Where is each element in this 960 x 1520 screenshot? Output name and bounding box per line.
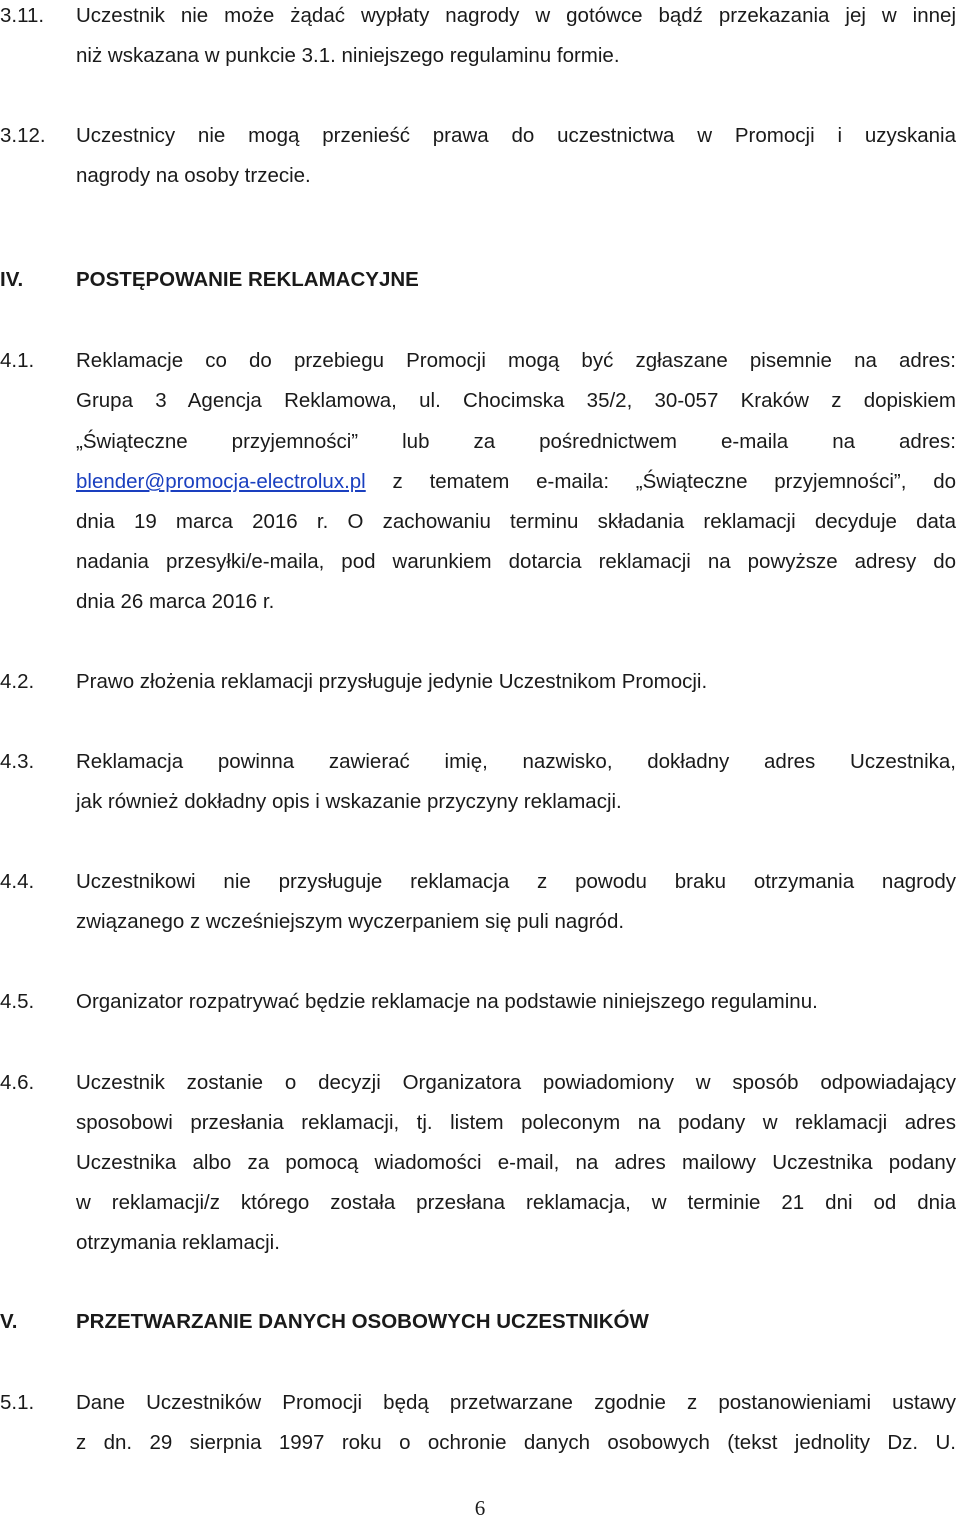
clause-text-line: z dn. 29 sierpnia 1997 roku o ochronie danych osobowych (tekst jednolity Dz. U. — [76, 1431, 956, 1454]
clause-text-line: Uczestnicy nie mogą przenieść prawa do uczestnictwa w Promocji i uzyskania — [76, 124, 956, 147]
clause-text-line: Grupa 3 Agencja Reklamowa, ul. Chocimska 35/2, 30-057 Kraków z dopiskiem — [76, 389, 956, 412]
clause-number: 4.1. — [0, 349, 35, 372]
clause-text-line: Prawo złożenia reklamacji przysługuje jedynie Uczestnikom Promocji. — [76, 670, 708, 693]
email-link[interactable]: blender@promocja-electrolux.pl — [76, 470, 366, 493]
section-number: V. — [0, 1310, 18, 1333]
clause-text-line: Uczestnik zostanie o decyzji Organizatora powiadomiony w sposób odpowiadający — [76, 1071, 956, 1094]
clause-number: 4.2. — [0, 670, 35, 693]
clause-text-line: nagrody na osoby trzecie. — [76, 164, 311, 187]
clause-text-line: niż wskazana w punkcie 3.1. niniejszego regulaminu formie. — [76, 44, 620, 67]
section-title: POSTĘPOWANIE REKLAMACYJNE — [76, 268, 419, 291]
clause-text-line: Uczestnikowi nie przysługuje reklamacja z powodu braku otrzymania nagrody — [76, 870, 956, 893]
clause-text-line: dnia 26 marca 2016 r. — [76, 590, 275, 613]
clause-number: 4.5. — [0, 990, 35, 1013]
clause-text-line: Organizator rozpatrywać będzie reklamacje na podstawie niniejszego regulaminu. — [76, 990, 818, 1013]
clause-text-line: jak również dokładny opis i wskazanie przyczyny reklamacji. — [76, 790, 622, 813]
clause-text-line: Reklamacje co do przebiegu Promocji mogą być zgłaszane pisemnie na adres: — [76, 349, 956, 372]
section-title: PRZETWARZANIE DANYCH OSOBOWYCH UCZESTNIKÓW — [76, 1310, 649, 1333]
clause-text-line: nadania przesyłki/e-maila, pod warunkiem dotarcia reklamacji na powyższe adresy do — [76, 550, 956, 573]
clause-text-line: Uczestnika albo za pomocą wiadomości e-mail, na adres mailowy Uczestnika podany — [76, 1151, 956, 1174]
clause-text-line: w reklamacji/z którego została przesłana reklamacja, w terminie 21 dni od dnia — [76, 1191, 956, 1214]
clause-number: 3.11. — [0, 4, 45, 27]
clause-text-line: Reklamacja powinna zawierać imię, nazwisko, dokładny adres Uczestnika, — [76, 750, 956, 773]
clause-text-line: związanego z wcześniejszym wyczerpaniem się puli nagród. — [76, 910, 625, 933]
clause-number: 4.6. — [0, 1071, 35, 1094]
clause-number: 5.1. — [0, 1391, 35, 1414]
clause-text-line: sposobowi przesłania reklamacji, tj. listem poleconym na podany w reklamacji adres — [76, 1111, 956, 1134]
clause-text-line: dnia 19 marca 2016 r. O zachowaniu terminu składania reklamacji decyduje data — [76, 510, 956, 533]
clause-text-line: otrzymania reklamacji. — [76, 1231, 280, 1254]
clause-text-fragment: z tematem e-maila: „Świąteczne przyjemności”, do — [365, 470, 956, 493]
clause-text-line: Dane Uczestników Promocji będą przetwarzane zgodnie z postanowieniami ustawy — [76, 1391, 956, 1414]
clause-text-line: „Świąteczne przyjemności” lub za pośrednictwem e-maila na adres: — [76, 430, 956, 453]
clause-number: 4.3. — [0, 750, 35, 773]
clause-number: 4.4. — [0, 870, 35, 893]
section-number: IV. — [0, 268, 24, 291]
clause-text-line: Uczestnik nie może żądać wypłaty nagrody w gotówce bądź przekazania jej w innej — [76, 4, 956, 27]
clause-text-line — [76, 470, 956, 494]
page-number: 6 — [474, 1496, 486, 1520]
clause-number: 3.12. — [0, 124, 46, 147]
